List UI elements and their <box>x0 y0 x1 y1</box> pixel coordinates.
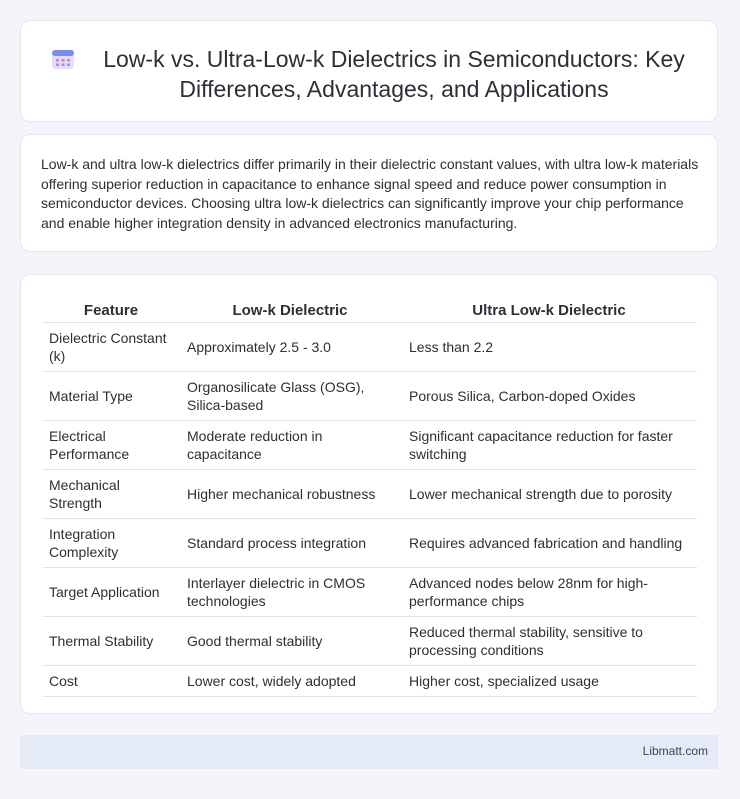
ultra-low-k-cell: Less than 2.2 <box>401 323 697 372</box>
low-k-cell: Organosilicate Glass (OSG), Silica-based <box>179 372 401 421</box>
table-row <box>43 421 697 470</box>
table-row <box>43 666 697 697</box>
table-row <box>43 519 697 568</box>
feature-cell: Electrical Performance <box>43 421 179 470</box>
table-header-row <box>43 295 697 323</box>
header-card <box>20 20 718 122</box>
comparison-table <box>43 295 697 697</box>
ultra-low-k-cell: Lower mechanical strength due to porosity <box>401 470 697 519</box>
feature-cell: Target Application <box>43 568 179 617</box>
feature-cell: Thermal Stability <box>43 617 179 666</box>
table-row <box>43 617 697 666</box>
ultra-low-k-cell: Requires advanced fabrication and handling <box>401 519 697 568</box>
low-k-cell: Interlayer dielectric in CMOS technologies <box>179 568 401 617</box>
ultra-low-k-cell: Significant capacitance reduction for faster switching <box>401 421 697 470</box>
footer-site-link[interactable]: Libmatt.com <box>642 744 708 758</box>
comparison-card <box>20 274 718 714</box>
page-title: Low-k vs. Ultra-Low-k Dielectrics in Semiconductors: Key Differences, Advantages, and Applications <box>103 46 685 102</box>
ultra-low-k-cell: Higher cost, specialized usage <box>401 666 697 697</box>
intro-card <box>20 134 718 252</box>
low-k-cell: Higher mechanical robustness <box>179 470 401 519</box>
feature-cell: Mechanical Strength <box>43 470 179 519</box>
feature-cell: Integration Complexity <box>43 519 179 568</box>
ultra-low-k-cell: Advanced nodes below 28nm for high-performance chips <box>401 568 697 617</box>
low-k-cell: Good thermal stability <box>179 617 401 666</box>
table-row <box>43 470 697 519</box>
table-row <box>43 568 697 617</box>
ultra-low-k-cell: Reduced thermal stability, sensitive to processing conditions <box>401 617 697 666</box>
feature-cell: Material Type <box>43 372 179 421</box>
footer-bar <box>20 735 718 769</box>
low-k-cell: Standard process integration <box>179 519 401 568</box>
table-row <box>43 323 697 372</box>
feature-cell: Dielectric Constant (k) <box>43 323 179 372</box>
table-row <box>43 372 697 421</box>
column-header: Low-k Dielectric <box>179 295 401 323</box>
calendar-icon <box>51 47 75 71</box>
ultra-low-k-cell: Porous Silica, Carbon-doped Oxides <box>401 372 697 421</box>
low-k-cell: Moderate reduction in capacitance <box>179 421 401 470</box>
column-header: Feature <box>43 295 179 323</box>
intro-paragraph: Low-k and ultra low-k dielectrics differ primarily in their dielectric constant values, with ultra low-k materials offering superior reduction in capacitance to enhance signal speed and reduce power consumption in semiconductor devices. Choosing ultra low-k dielectrics can significantly improve your chip performance and enable higher integration density in advanced electronics manufacturing. <box>41 156 699 231</box>
feature-cell: Cost <box>43 666 179 697</box>
low-k-cell: Approximately 2.5 - 3.0 <box>179 323 401 372</box>
low-k-cell: Lower cost, widely adopted <box>179 666 401 697</box>
column-header: Ultra Low-k Dielectric <box>401 295 697 323</box>
